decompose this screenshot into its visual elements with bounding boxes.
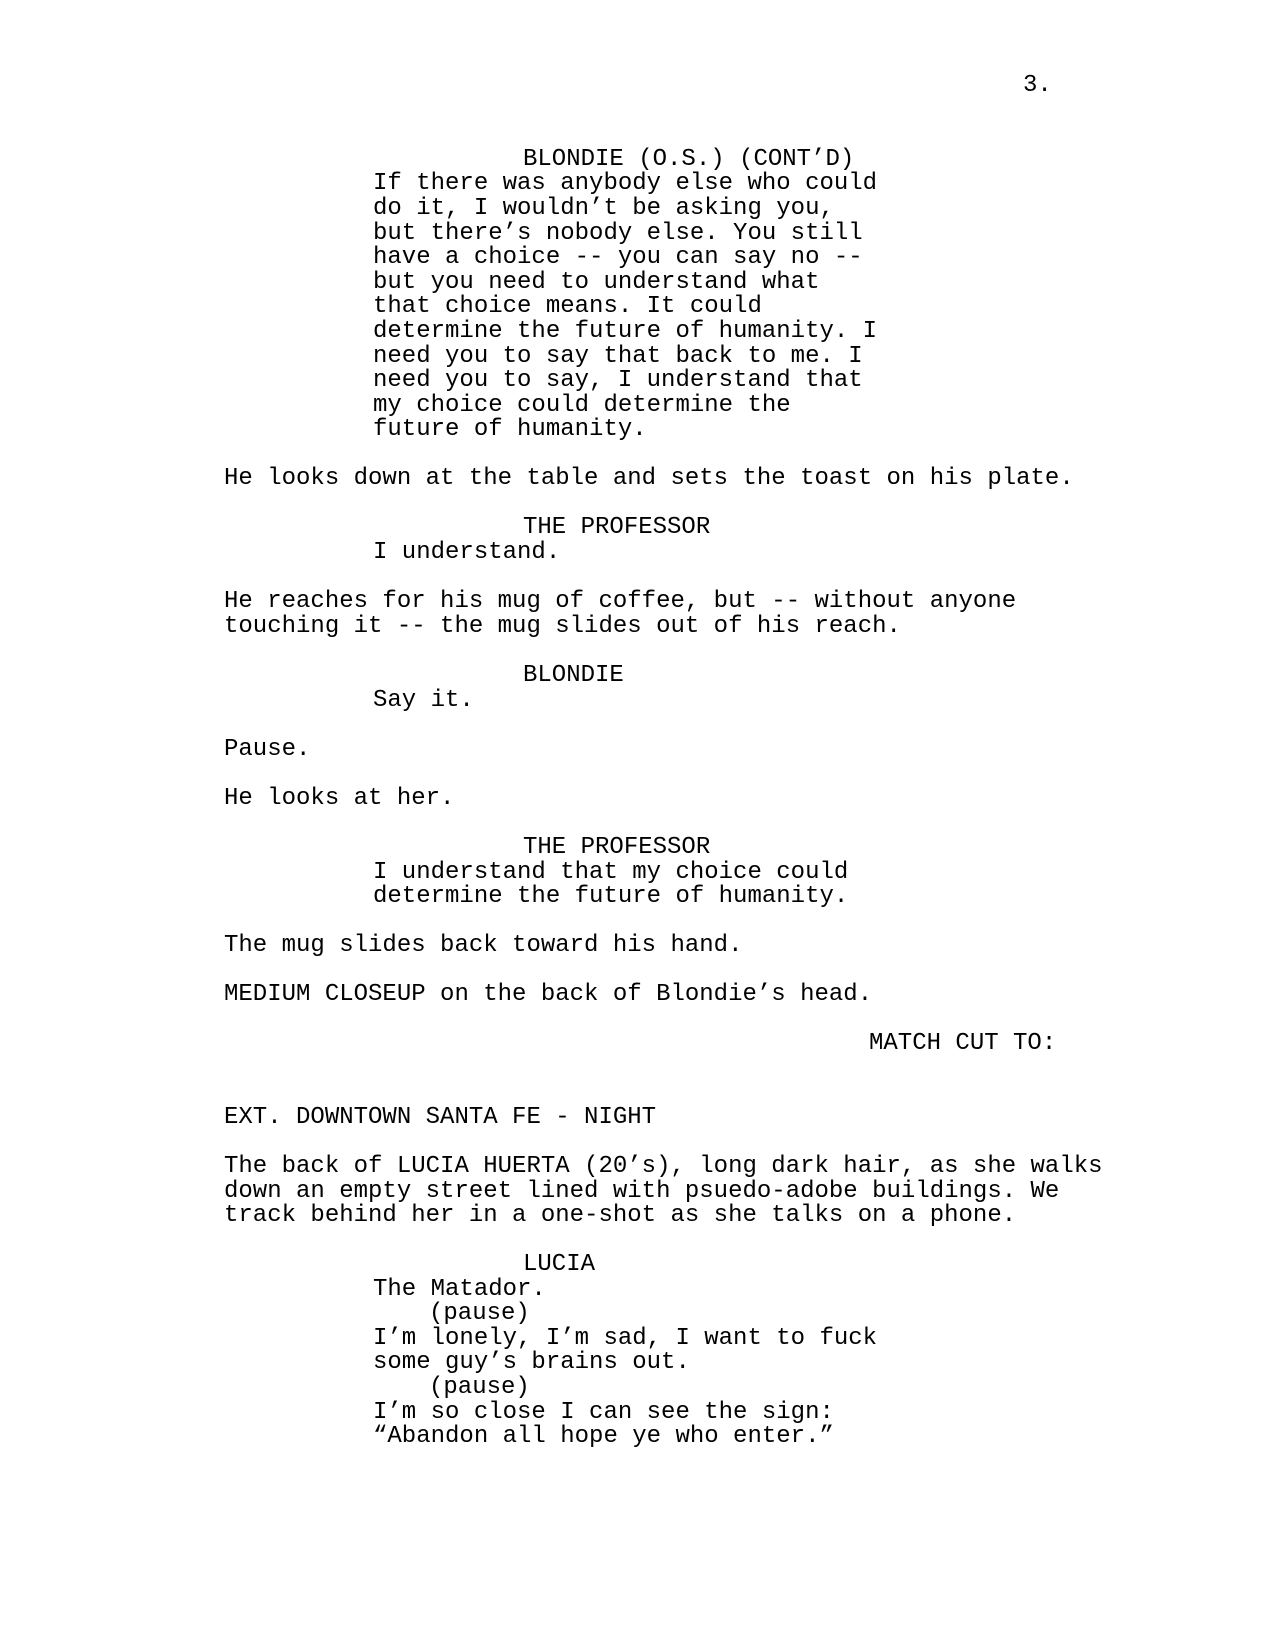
action-line: He looks at her. [224,785,455,812]
dialogue-line: I understand. [373,539,561,566]
dialogue-line: determine the future of humanity. [373,883,849,910]
transition: MATCH CUT TO: [869,1030,1057,1057]
dialogue-line: I understand that my choice could [373,859,849,886]
parenthetical: (pause) [429,1300,530,1327]
dialogue-line: The Matador. [373,1276,546,1303]
dialogue-line: I’m lonely, I’m sad, I want to fuck [373,1325,878,1352]
dialogue-line: some guy’s brains out. [373,1349,690,1376]
character-cue: BLONDIE (O.S.) (CONT’D) [523,146,855,173]
dialogue-line: my choice could determine the [373,392,791,419]
dialogue-line: but there’s nobody else. You still [373,220,863,247]
character-cue: BLONDIE [523,662,624,689]
action-line: MEDIUM CLOSEUP on the back of Blondie’s head. [224,981,873,1008]
dialogue-line: but you need to understand what [373,269,820,296]
action-line: down an empty street lined with psuedo-adobe buildings. We [224,1178,1060,1205]
action-line: He looks down at the table and sets the toast on his plate. [224,465,1074,492]
dialogue-line: have a choice -- you can say no -- [373,244,863,271]
action-line: The mug slides back toward his hand. [224,932,743,959]
parenthetical: (pause) [429,1374,530,1401]
dialogue-line: do it, I wouldn’t be asking you, [373,195,834,222]
action-line: Pause. [224,736,311,763]
action-line: touching it -- the mug slides out of his reach. [224,613,901,640]
action-line: track behind her in a one-shot as she talks on a phone. [224,1202,1017,1229]
dialogue-line: need you to say that back to me. I [373,343,863,370]
dialogue-line: determine the future of humanity. I [373,318,878,345]
character-cue: THE PROFESSOR [523,834,711,861]
dialogue-line: Say it. [373,687,474,714]
character-cue: THE PROFESSOR [523,514,711,541]
page-number: 3. [1023,72,1052,99]
character-cue: LUCIA [523,1251,596,1278]
dialogue-line: future of humanity. [373,416,647,443]
dialogue-line: that choice means. It could [373,293,762,320]
action-line: He reaches for his mug of coffee, but -- without anyone [224,588,1017,615]
dialogue-line: If there was anybody else who could [373,170,878,197]
dialogue-line: “Abandon all hope ye who enter.” [373,1423,834,1450]
dialogue-line: I’m so close I can see the sign: [373,1399,834,1426]
scene-heading: EXT. DOWNTOWN SANTA FE - NIGHT [224,1104,657,1131]
dialogue-line: need you to say, I understand that [373,367,863,394]
action-line: The back of LUCIA HUERTA (20’s), long dark hair, as she walks [224,1153,1103,1180]
